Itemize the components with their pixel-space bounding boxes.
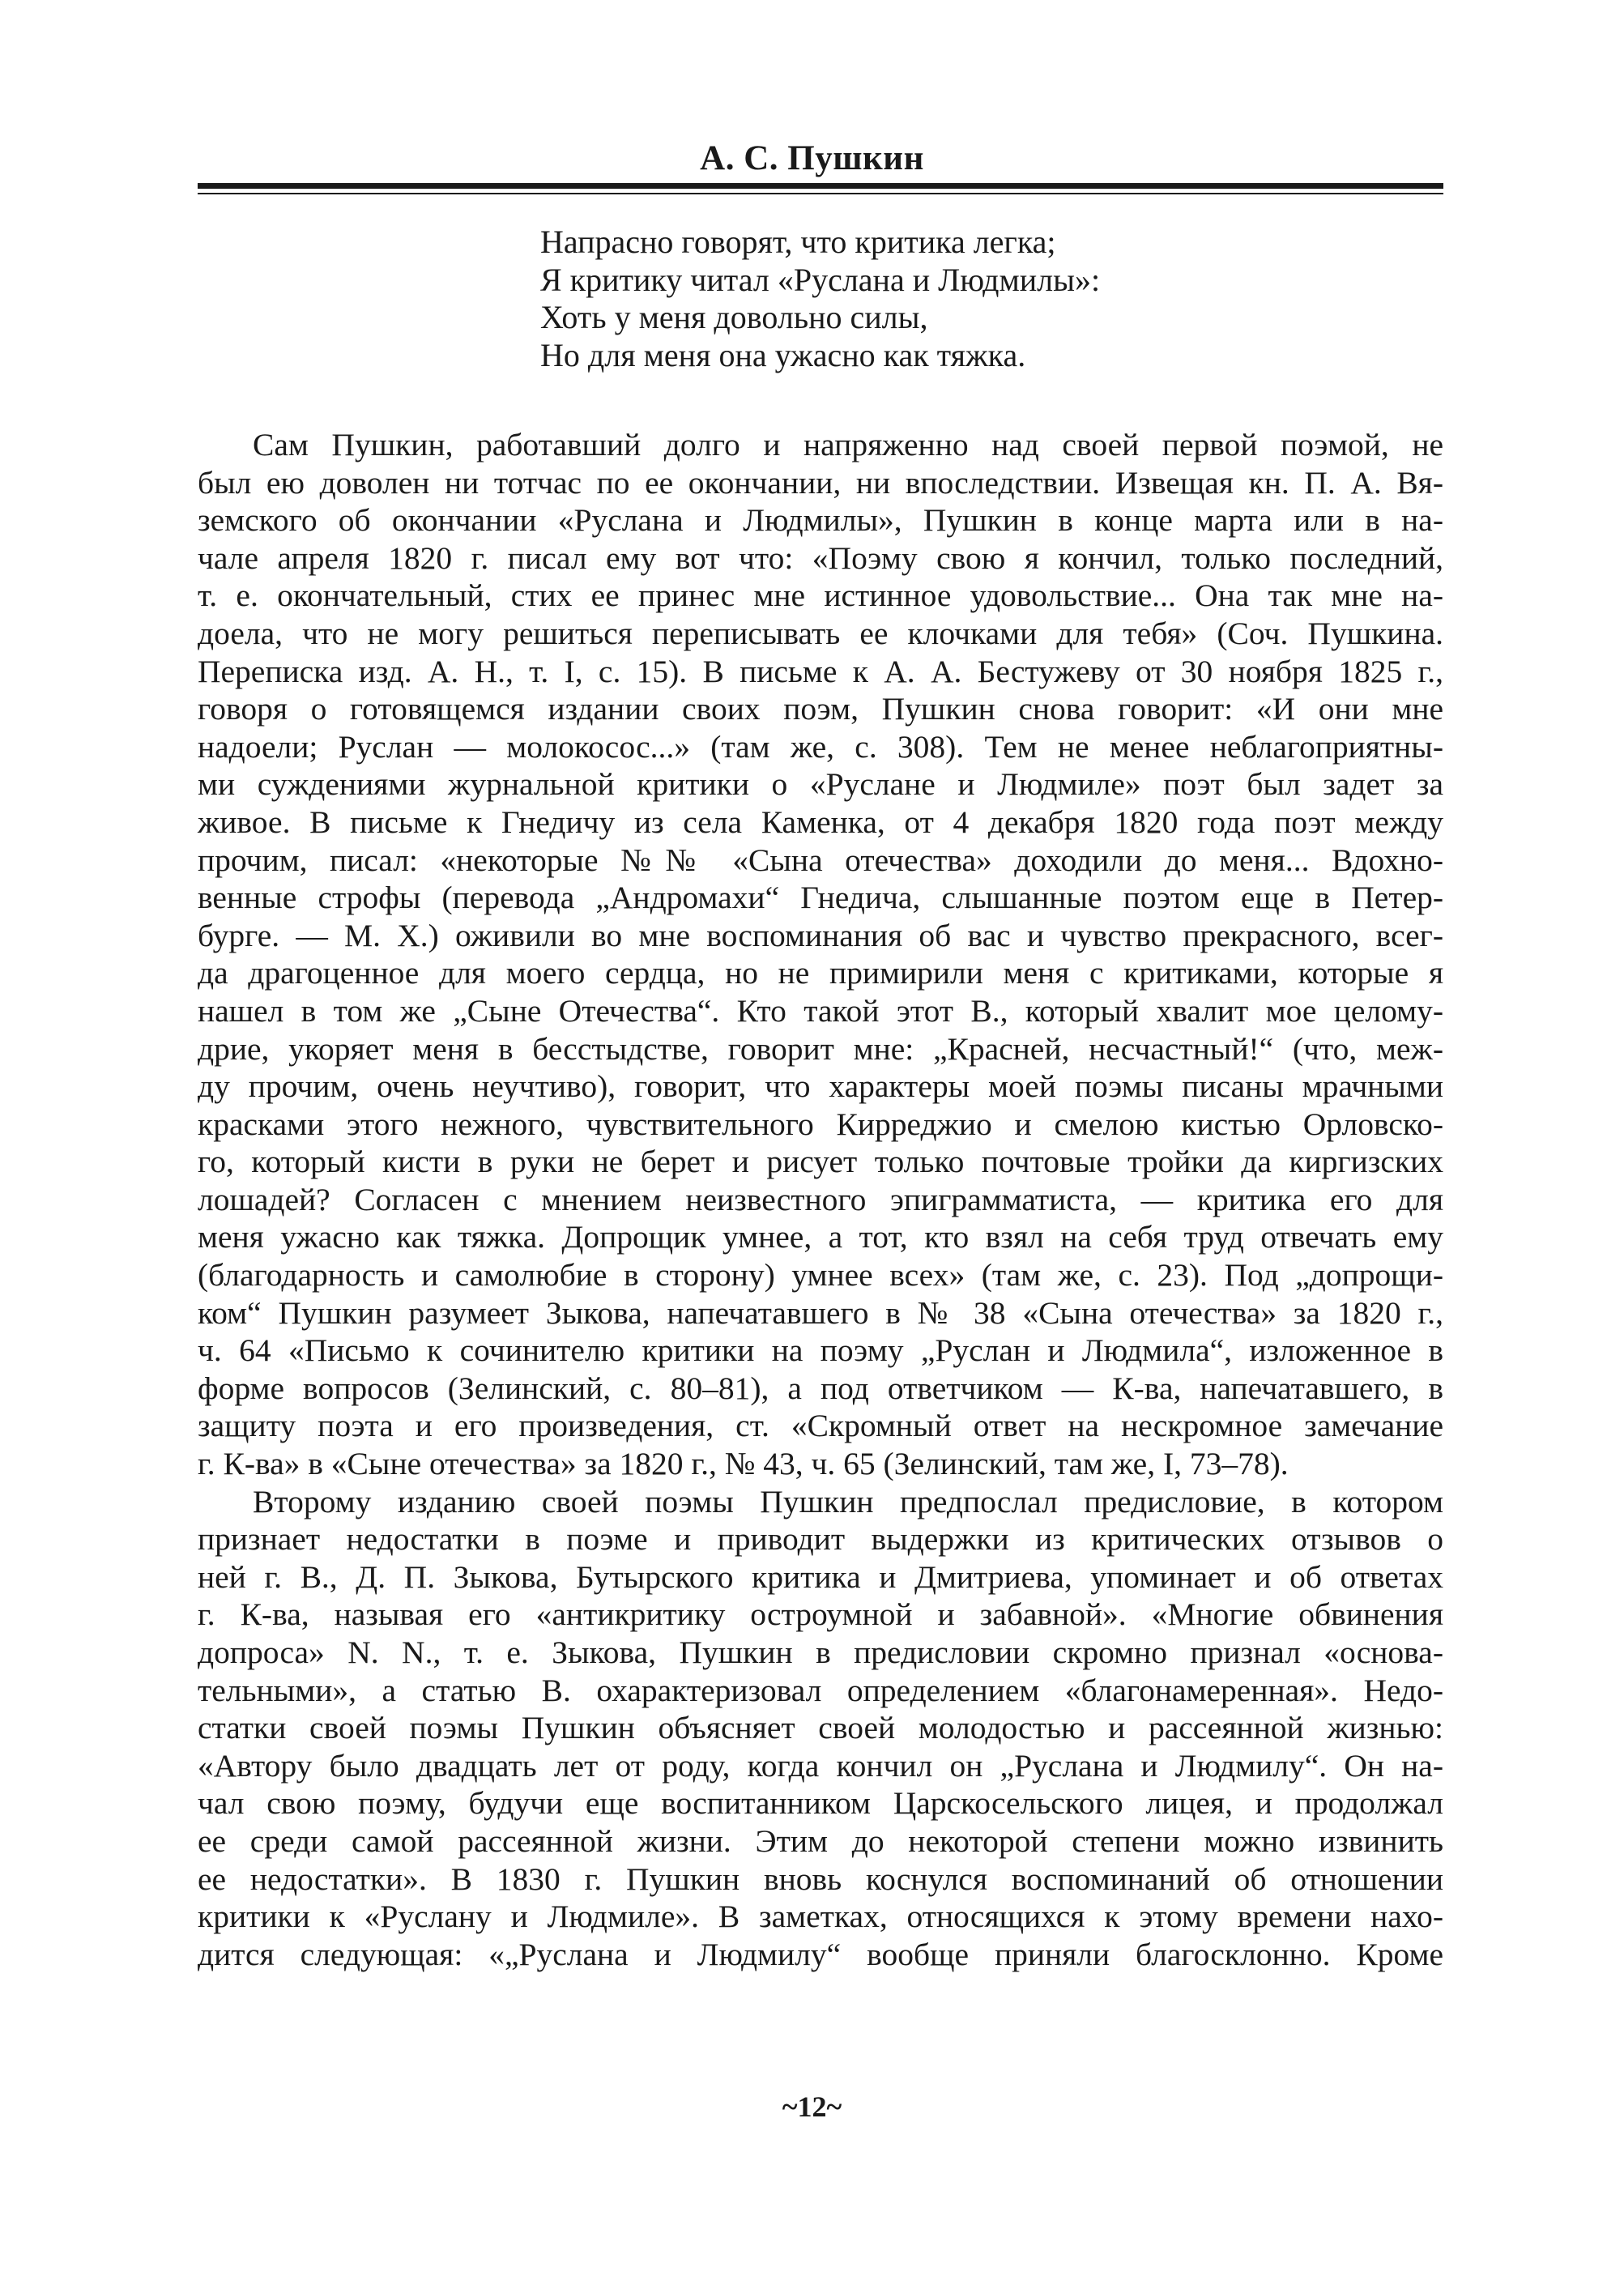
text-line: надоели; Руслан — молокосос...» (там же, с. 308). Тем не менее неблагоприятны- [198, 728, 1443, 765]
text-line: т. е. окончательный, стих ее принес мне истинное удовольствие... Она так мне на- [198, 578, 1443, 614]
text-line: Переписка изд. А. Н., т. I, с. 15). В письме к А. А. Бестужеву от 30 ноября 1825 г., [198, 653, 1443, 689]
text-line: критики к «Руслану и Людмиле». В заметках, относящихся к этому времени нахо- [198, 1899, 1443, 1935]
running-title: А. С. Пушкин [700, 139, 924, 177]
text-line: прочим, писал: «некоторые №№ «Сына отечества» доходили до меня... Вдохно- [198, 842, 1443, 878]
header-rule-thick [198, 183, 1443, 189]
text-line: (благодарность и самолюбие в сторону) умнее всех» (там же, с. 23). Под „допрощи- [198, 1257, 1443, 1294]
text-line: лошадей? Согласен с мнением неизвестного эпиграмматиста, — критика его для [198, 1181, 1443, 1217]
text-line: г. К-ва» в «Сыне отечества» за 1820 г., № 43, ч. 65 (Зелинский, там же, I, 73–78). [198, 1446, 1289, 1482]
text-line: красками этого нежного, чувствительного Кирреджио и смелою кистью Орловско- [198, 1106, 1443, 1142]
text-line: ми суждениями журнальной критики о «Руслане и Людмиле» поэт был задет за [198, 766, 1443, 803]
text-line: тельными», а статью В. охарактеризовал определением «благонамеренная». Недо- [198, 1672, 1443, 1708]
text-line: дится следующая: «„Руслана и Людмилу“ вообще приняли благосклонно. Кроме [198, 1936, 1443, 1972]
verse-line: Но для меня она ужасно как тяжка. [540, 336, 1026, 373]
text-line: венные строфы (перевода „Андромахи“ Гнедича, слышанные поэтом еще в Петер- [198, 880, 1443, 916]
page-number: ~12~ [782, 2091, 842, 2123]
text-line: ком“ Пушкин разумеет Зыкова, напечатавшего в № 38 «Сына отечества» за 1820 г., [198, 1294, 1443, 1331]
text-line: допроса» N. N., т. е. Зыкова, Пушкин в предисловии скромно признал «основа- [198, 1635, 1443, 1670]
epigraph-verse [540, 224, 1431, 374]
text-line: бурге. — М. Х.) оживили во мне воспоминания об вас и чувство прекрасного, всег- [198, 917, 1443, 953]
verse-line: Я критику читал «Руслана и Людмилы»: [540, 261, 1101, 298]
text-line: да драгоценное для моего сердца, но не примирили меня с критиками, которые я [198, 955, 1443, 991]
text-line: живое. В письме к Гнедичу из села Каменка, от 4 декабря 1820 года поэт между [198, 803, 1443, 840]
text-line: признает недостатки в поэме и приводит выдержки из критических отзывов о [198, 1521, 1443, 1558]
text-line: форме вопросов (Зелинский, с. 80–81), а под ответчиком — К-ва, напечатавшего, в [198, 1370, 1443, 1406]
text-line: нашел в том же „Сыне Отечества“. Кто такой этот В., который хвалит мое целому- [198, 992, 1443, 1029]
body-text [198, 426, 1443, 1973]
verse-line: Напрасно говорят, что критика легка; [540, 224, 1056, 260]
text-line: Второму изданию своей поэмы Пушкин предпослал предисловие, в котором [253, 1483, 1443, 1519]
text-line: дрие, укоряет меня в бесстыдстве, говорит мне: „Красней, несчастный!“ (что, меж- [198, 1030, 1443, 1067]
text-line: статки своей поэмы Пушкин объясняет своей молодостью и рассеянной жизнью: [198, 1710, 1443, 1746]
text-line: чал свою поэму, будучи еще воспитанником Царскосельского лицея, и продолжал [198, 1785, 1443, 1822]
text-line: меня ужасно как тяжка. Допрощик умнее, а тот, кто взял на себя труд отвечать ему [198, 1219, 1443, 1255]
text-line: «Автору было двадцать лет от роду, когда кончил он „Руслана и Людмилу“. Он на- [198, 1747, 1443, 1784]
text-line: ду прочим, очень неучтиво), говорит, что характеры моей поэмы писаны мрачными [198, 1068, 1443, 1105]
text-line: земского об окончании «Руслана и Людмилы», Пушкин в конце марта или в на- [198, 502, 1443, 539]
text-line: чале апреля 1820 г. писал ему вот что: «Поэму свою я кончил, только последний, [198, 539, 1443, 576]
text-line: доела, что не могу решиться переписывать ее клочками для тебя» (Соч. Пушкина. [198, 615, 1443, 651]
header-rule-thin [198, 193, 1443, 194]
text-line: говоря о готовящемся издании своих поэм, Пушкин снова говорит: «И они мне [198, 691, 1443, 727]
text-line: был ею доволен ни тотчас по ее окончании, ни впоследствии. Извещая кн. П. А. Вя- [198, 464, 1443, 501]
text-line: ее среди самой рассеянной жизни. Этим до некоторой степени можно извинить [198, 1822, 1443, 1859]
text-line: г. К-ва, называя его «антикритику остроумной и забавной». «Многие обвинения [198, 1596, 1443, 1633]
text-line: Сам Пушкин, работавший долго и напряженно над своей первой поэмой, не [253, 427, 1443, 462]
text-line: ее недостатки». В 1830 г. Пушкин вновь коснулся воспоминаний об отношении [198, 1860, 1443, 1897]
verse-line: Хоть у меня довольно силы, [540, 299, 928, 335]
text-line: защиту поэта и его произведения, ст. «Скромный ответ на нескромное замечание [198, 1408, 1443, 1444]
text-line: го, который кисти в руки не берет и рисует только почтовые тройки да киргизских [198, 1144, 1443, 1180]
text-line: ч. 64 «Письмо к сочинителю критики на поэму „Руслан и Людмила“, изложенное в [198, 1332, 1443, 1369]
text-line: ней г. В., Д. П. Зыкова, Бутырского критика и Дмитриева, упоминает и об ответах [198, 1558, 1443, 1595]
